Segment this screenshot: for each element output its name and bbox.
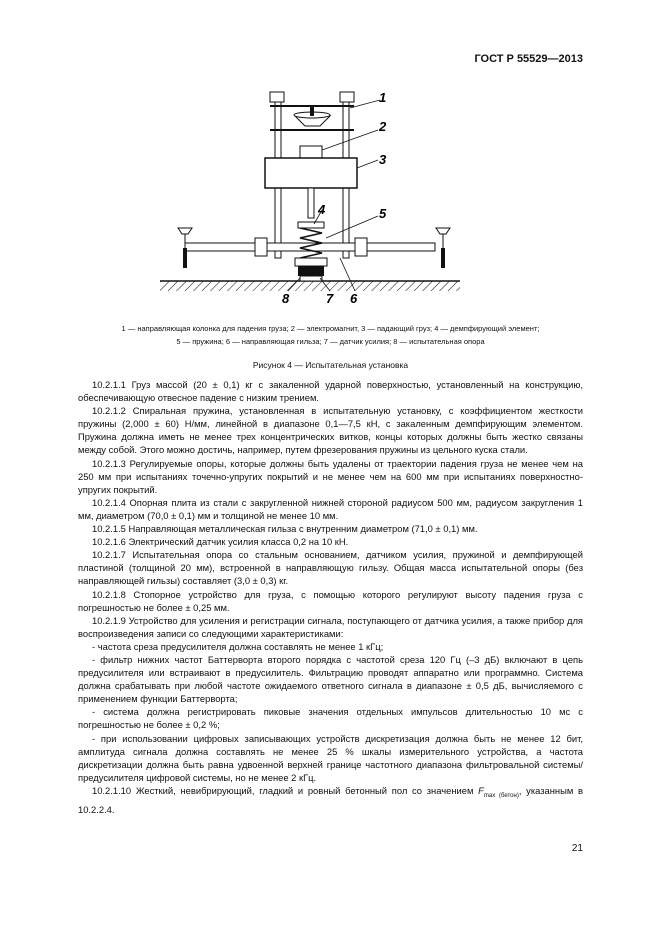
paragraph: 10.2.1.3 Регулируемые опоры, которые должны быть удалены от траектории падения груза не менее чем на 250 мм при испытаниях точечно-упругих покрытий и не менее чем на 600 мм при испытаниях поверхностно-упругих покрытий. [78, 457, 583, 495]
paragraph: 10.2.1.4 Опорная плита из стали с закругленной нижней стороной радиусом 500 мм, радиусом закругления 1 мм, диаметром (70,0 ± 0,1) мм и толщиной не менее 10 мм. [78, 496, 583, 521]
figure-label: 6 [350, 291, 358, 306]
paragraph: - при использовании цифровых записывающих устройств дискретизация должна быть не менее 12 бит, амплитуда сигнала должна составлять не менее 25 % шкалы измерительного устройства, а частота дискретизации должна быть равна удвоенной верхней границе частотного диапазона фильтровальной системы/предусилителя цифровой системы, но не менее 2 кГц. [78, 732, 583, 783]
paragraph: 10.2.1.6 Электрический датчик усилия класса 0,2 на 10 кН. [92, 536, 349, 548]
figure-label: 5 [379, 206, 387, 221]
figure-label: 1 [379, 90, 387, 105]
paragraph: - фильтр нижних частот Баттерворта второго порядка с частотой среза 120 Гц (–3 дБ) включают в цепь предусилителя или встраивают в предусилитель. Фильтрацию проводят аппаратно или программно. Система должна срабатывать при любой частоте ожидаемого ответного сигнала в диапазоне ± 0,5 дБ, вычисляемого с применением функции Баттерворта; [78, 653, 583, 705]
paragraph: 10.2.1.1 Груз массой (20 ± 0,1) кг с закаленной ударной поверхностью, установленный на конструкцию, обеспечивающую отвесное падение с низким трением. [78, 379, 583, 404]
paragraph: 10.2.1.10 Жесткий, невибрирующий, гладкий и ровный бетонный пол со значением $F_{max (бетон)}$, указанным в 10.2.2.4. [78, 784, 583, 815]
paragraph: - система должна регистрировать пиковые значения отдельных импульсов длительностью 10 мс с погрешностью не более ± 0,2 %; [78, 706, 583, 731]
legend-line: 1 — направляющая колонка для падения груза; 2 — электромагнит, 3 — падающий груз; 4 — демпфирующий элемент; [121, 324, 540, 333]
ground-hatch [160, 281, 460, 291]
paragraph: 10.2.1.2 Спиральная пружина, установленная в испытательную установку, с коэффициентом жесткости пружины (2,000 ± 60) Н/мм, линейной в диапазоне 0,1—7,5 кН, с закаленным демпфирующим элементом. Пружина должна иметь не менее трех концентрических витков, концы которых должны быть жестко связаны между собой. Этого можно достичь, например, путем фрезерования пружины из цельного куска стали. [78, 405, 583, 456]
figure-label: 4 [318, 202, 326, 217]
figure-caption: Рисунок 4 — Испытательная установка [252, 360, 409, 370]
test-setup-figure [150, 88, 490, 306]
formula-subscript: max (бетон) [483, 792, 519, 799]
paragraph: 10.2.1.9 Устройство для усиления и регистрации сигнала, поступающего от датчика усилия, а также прибор для воспроизведения записи со следующими характеристиками: [78, 614, 583, 639]
paragraph: 10.2.1.7 Испытательная опора со стальным основанием, датчиком усилия, пружиной и демпфирующей пластиной (толщиной 20 мм), встроенной в направляющую гильзу. Общая масса испытательной опоры (без направляющей гильзы) составляет (3,0 ± 0,3) кг. [78, 549, 583, 587]
paragraph: 10.2.1.8 Стопорное устройство для груза, с помощью которого регулируют высоту падения груза с погрешностью не более ± 0,25 мм. [78, 588, 583, 613]
paragraph: 10.2.1.5 Направляющая металлическая гильза с внутренним диаметром (71,0 ± 0,1) мм. [92, 523, 478, 535]
figure-label: 3 [379, 152, 387, 167]
figure-legend [60, 322, 601, 348]
figure-label: 7 [326, 291, 334, 306]
figure-label: 8 [282, 291, 290, 306]
legend-line: 5 — пружина; 6 — направляющая гильза; 7 — датчик усилия; 8 — испытательная опора [176, 337, 485, 346]
formula-f: F [478, 784, 484, 796]
standard-header: ГОСТ Р 55529—2013 [474, 53, 583, 65]
paragraph: - частота среза предусилителя должна составлять не менее 1 кГц; [92, 640, 384, 652]
document-body [78, 378, 583, 816]
falling-weight [265, 158, 357, 188]
page-number: 21 [571, 843, 583, 854]
figure-label: 2 [379, 119, 387, 134]
